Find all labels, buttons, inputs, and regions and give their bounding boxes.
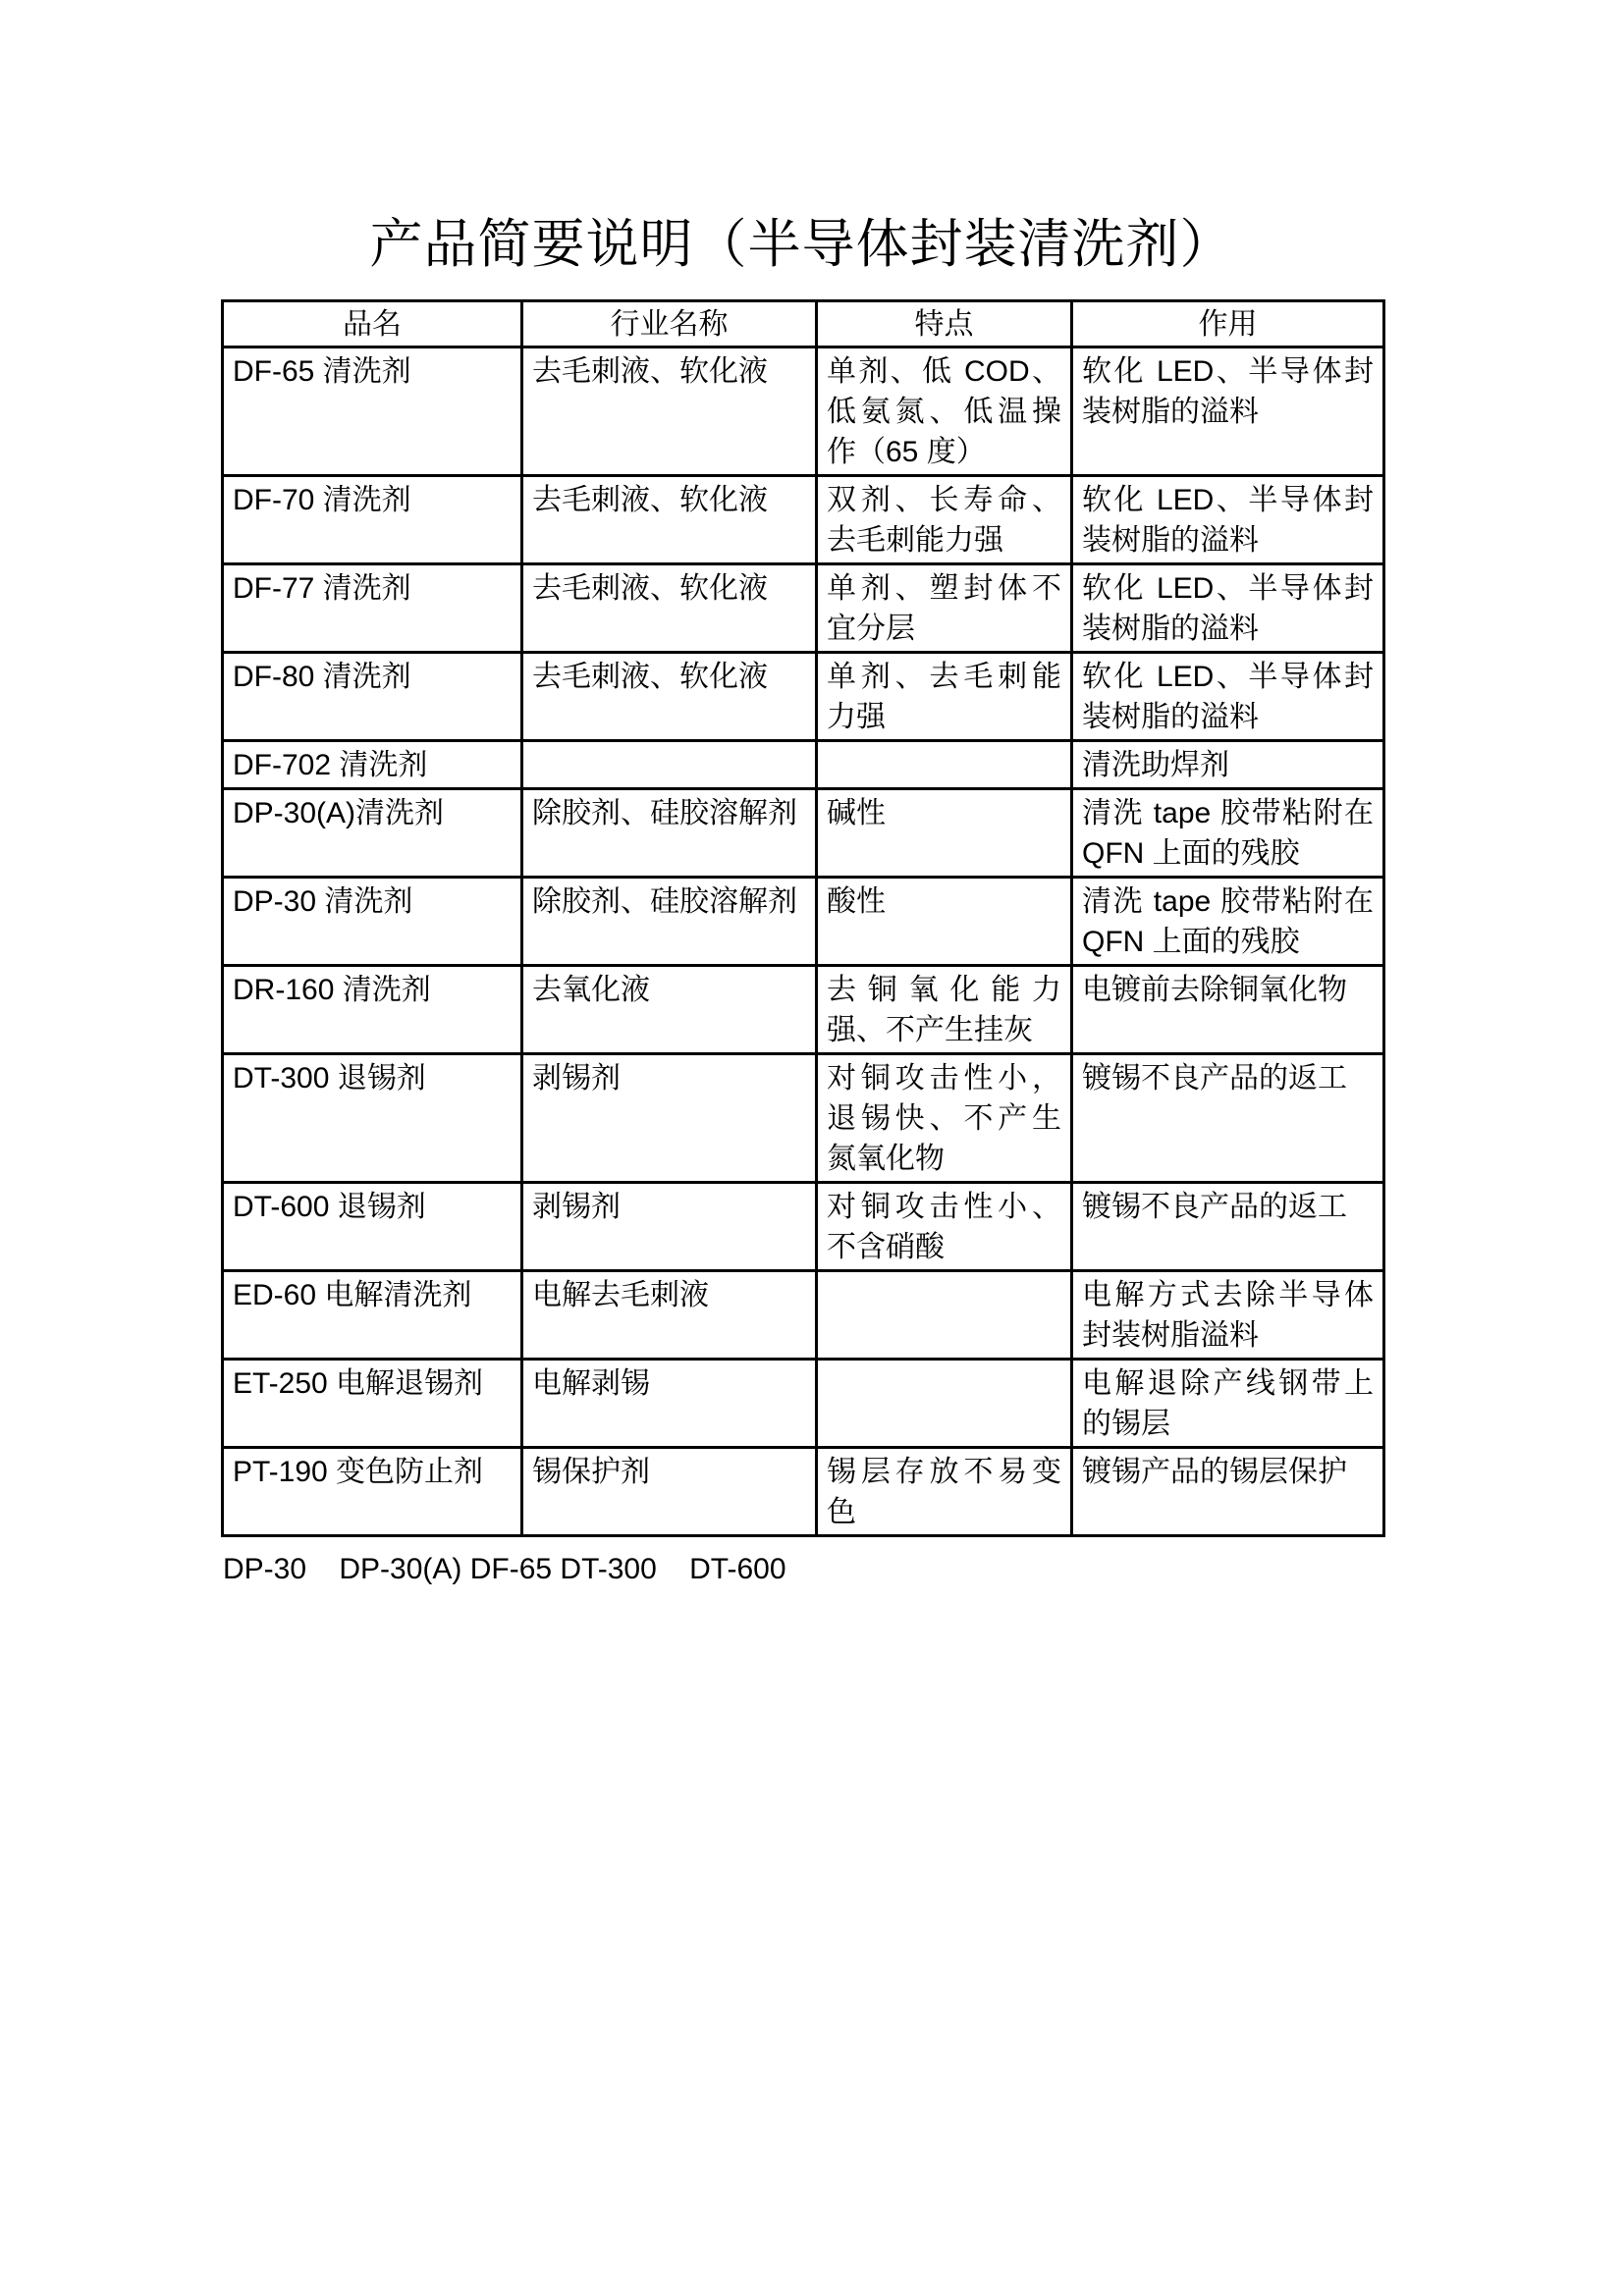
cell-name: DF-70 清洗剂 [223,476,522,564]
table-row [223,653,1384,741]
table-row [223,1271,1384,1360]
cell-function: 软化 LED、半导体封装树脂的溢料 [1072,564,1384,653]
cell-industry: 除胶剂、硅胶溶解剂 [522,789,817,878]
table-row [223,1183,1384,1271]
table-row [223,966,1384,1054]
cell-name: DT-300 退锡剂 [223,1054,522,1183]
table-row [223,878,1384,966]
table-row [223,1448,1384,1536]
cell-name: PT-190 变色防止剂 [223,1448,522,1536]
cell-features: 对铜攻击性小、不含硝酸 [817,1183,1072,1271]
header-industry-name: 行业名称 [522,301,817,347]
table-row [223,741,1384,789]
table-body [223,347,1384,1536]
cell-function: 清洗 tape 胶带粘附在 QFN 上面的残胶 [1072,878,1384,966]
cell-function: 镀锡产品的锡层保护 [1072,1448,1384,1536]
cell-industry: 电解去毛刺液 [522,1271,817,1360]
cell-function: 软化 LED、半导体封装树脂的溢料 [1072,653,1384,741]
cell-industry: 除胶剂、硅胶溶解剂 [522,878,817,966]
cell-function: 电镀前去除铜氧化物 [1072,966,1384,1054]
cell-name: DF-77 清洗剂 [223,564,522,653]
cell-industry: 去毛刺液、软化液 [522,476,817,564]
cell-industry: 电解剥锡 [522,1360,817,1448]
cell-name: DF-702 清洗剂 [223,741,522,789]
cell-function: 软化 LED、半导体封装树脂的溢料 [1072,476,1384,564]
table-row [223,1054,1384,1183]
cell-features: 酸性 [817,878,1072,966]
cell-features [817,1360,1072,1448]
table-row [223,476,1384,564]
cell-function: 软化 LED、半导体封装树脂的溢料 [1072,347,1384,476]
page-title: 产品简要说明（半导体封装清洗剂） [369,215,1234,274]
cell-name: DP-30(A)清洗剂 [223,789,522,878]
cell-name: ET-250 电解退锡剂 [223,1360,522,1448]
cell-features: 对铜攻击性小，退锡快、不产生氮氧化物 [817,1054,1072,1183]
table-row [223,347,1384,476]
cell-features: 去铜氧化能力强、不产生挂灰 [817,966,1072,1054]
cell-name: DF-80 清洗剂 [223,653,522,741]
header-features: 特点 [817,301,1072,347]
cell-features: 碱性 [817,789,1072,878]
cell-industry [522,741,817,789]
cell-industry: 去毛刺液、软化液 [522,653,817,741]
cell-industry: 去氧化液 [522,966,817,1054]
cell-function: 清洗 tape 胶带粘附在 QFN 上面的残胶 [1072,789,1384,878]
cell-features: 双剂、长寿命、去毛刺能力强 [817,476,1072,564]
header-function: 作用 [1072,301,1384,347]
cell-features: 单剂、低 COD、低氨氮、低温操作（65 度） [817,347,1072,476]
table-header-row [223,301,1384,347]
cell-name: ED-60 电解清洗剂 [223,1271,522,1360]
product-table [221,299,1385,1537]
cell-features [817,741,1072,789]
cell-function: 电解退除产线钢带上的锡层 [1072,1360,1384,1448]
cell-function: 镀锡不良产品的返工 [1072,1183,1384,1271]
cell-name: DF-65 清洗剂 [223,347,522,476]
cell-features: 单剂、去毛刺能力强 [817,653,1072,741]
cell-industry: 锡保护剂 [522,1448,817,1536]
cell-industry: 剥锡剂 [522,1054,817,1183]
cell-industry: 剥锡剂 [522,1183,817,1271]
table-row [223,1360,1384,1448]
cell-name: DT-600 退锡剂 [223,1183,522,1271]
header-product-name: 品名 [223,301,522,347]
cell-function: 镀锡不良产品的返工 [1072,1054,1384,1183]
cell-features: 单剂、塑封体不宜分层 [817,564,1072,653]
table-row [223,789,1384,878]
cell-features: 锡层存放不易变色 [817,1448,1072,1536]
cell-name: DR-160 清洗剂 [223,966,522,1054]
footer-note: DP-30 DP-30(A) DF-65 DT-300 DT-600 [223,1553,786,1585]
cell-function: 清洗助焊剂 [1072,741,1384,789]
cell-industry: 去毛刺液、软化液 [522,347,817,476]
cell-industry: 去毛刺液、软化液 [522,564,817,653]
cell-function: 电解方式去除半导体封装树脂溢料 [1072,1271,1384,1360]
cell-features [817,1271,1072,1360]
cell-name: DP-30 清洗剂 [223,878,522,966]
table-row [223,564,1384,653]
